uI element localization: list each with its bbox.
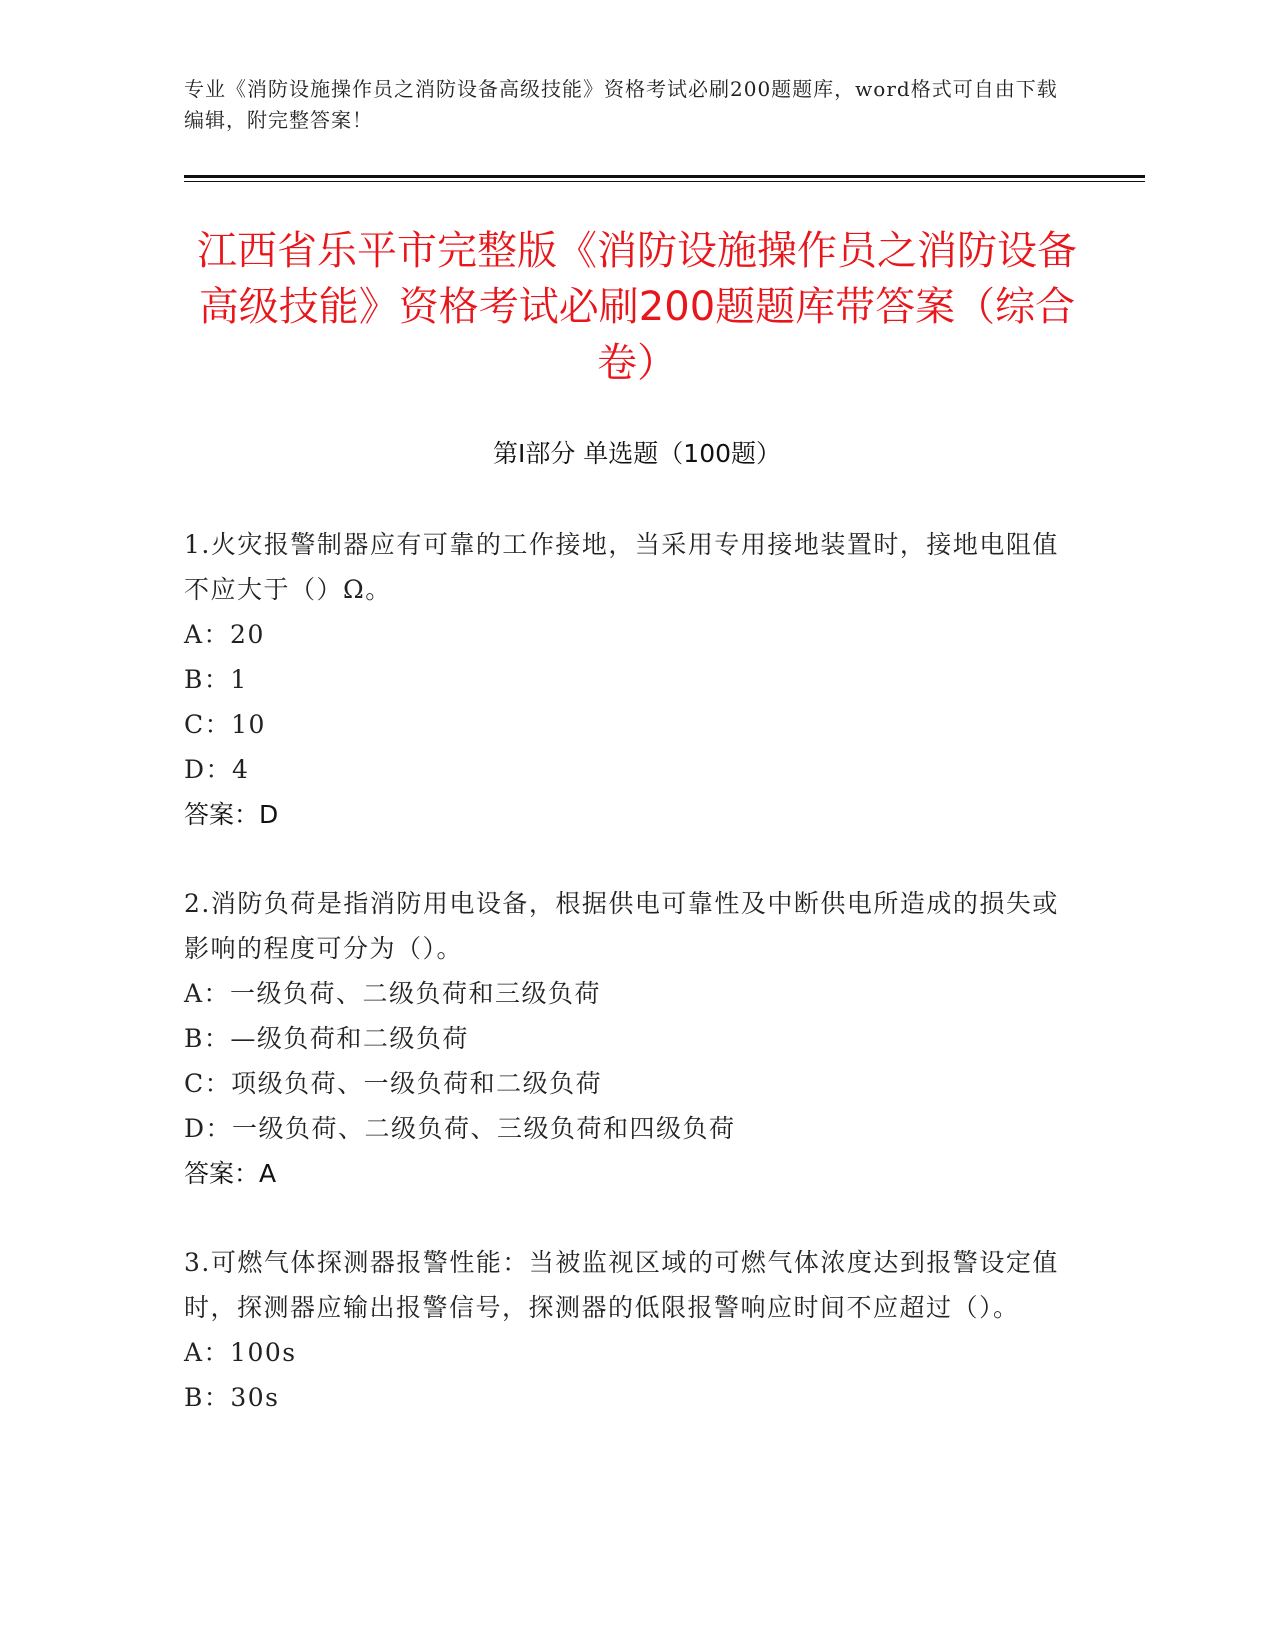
answer-line: 答案：A [184,1159,277,1188]
option-b: B：1 [184,665,248,694]
answer-line: 答案：D [184,800,279,829]
question-stem: 3.可燃气体探测器报警性能：当被监视区域的可燃气体浓度达到报警设定值时，探测器应输出报警信号，探测器的低限报警响应时间不应超过（）。 [184,1248,1059,1322]
option-a: A：20 [184,620,265,649]
question-stem: 1.火灾报警制器应有可靠的工作接地，当采用专用接地装置时，接地电阻值不应大于（）Ω。 [184,530,1059,604]
header-note: 专业《消防设施操作员之消防设备高级技能》资格考试必刷200题题库，word格式可自由下载编辑，附完整答案！ [184,77,1058,132]
question-2 [184,881,1064,1196]
question-3 [184,1240,1064,1420]
header-divider-thick [184,175,1145,178]
option-d: D：4 [184,755,250,784]
question-list [184,522,1064,1464]
option-b: B：—级负荷和二级负荷 [184,1024,469,1053]
option-b: B：30s [184,1383,280,1412]
header-divider-thin [184,181,1145,182]
section-title: 第Ⅰ部分 单选题（100题） [492,439,782,468]
option-a: A：一级负荷、二级负荷和三级负荷 [184,979,602,1008]
question-1 [184,522,1064,837]
document-title: 江西省乐平市完整版《消防设施操作员之消防设备高级技能》资格考试必刷200题题库带答案（综合卷） [197,228,1077,386]
option-c: C：项级负荷、一级负荷和二级负荷 [184,1069,603,1098]
option-c: C：10 [184,710,266,739]
option-d: D：一级负荷、二级负荷、三级负荷和四级负荷 [184,1114,736,1143]
question-stem: 2.消防负荷是指消防用电设备，根据供电可靠性及中断供电所造成的损失或影响的程度可分为（）。 [184,889,1059,963]
option-a: A：100s [184,1338,297,1367]
